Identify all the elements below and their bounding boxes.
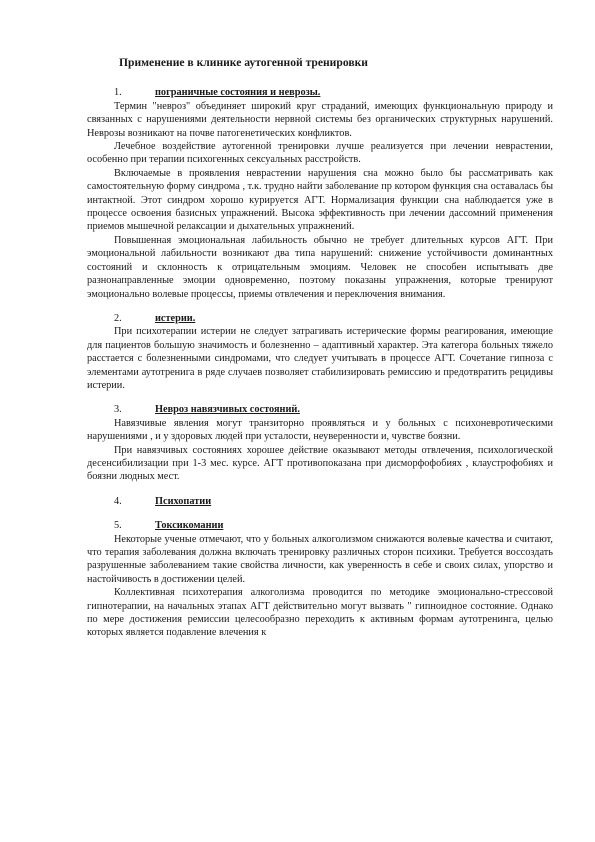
- section-title: Токсикомании: [155, 520, 224, 532]
- section-number: 5.: [114, 520, 122, 532]
- paragraph: Коллективная психотерапия алкоголизма проводится по методике эмоционально-стрессовой гипнотерапии, на начальных этапах АГТ действительно могут вызвать " гипноидное состояние. Однако по мере достижения ремиссии целесообразно переходить к активным формам аутотренинга, целью которых является подавление влечения к: [87, 587, 553, 639]
- section-heading-1: [87, 86, 553, 99]
- section-number: 2.: [114, 312, 122, 324]
- section-title: истерии.: [155, 312, 196, 324]
- paragraph: Некоторые ученые отмечают, что у больных алкоголизмом снижаются волевые качества и считают, что терапия заболевания должна включать тренировку различных сторон психики. Требуется воссоздать разрушенные заболеванием такие свойства личности, как уверенность в себе и своих силах, упорство и настойчивость в достижении целей.: [87, 533, 553, 585]
- section-heading-4: [87, 495, 553, 508]
- section-title: Психопатии: [155, 495, 212, 507]
- section-heading-2: [87, 312, 553, 325]
- section-number: 3.: [114, 404, 122, 416]
- section-title: Невроз навязчивых состояний.: [155, 404, 300, 416]
- paragraph: Повышенная эмоциональная лабильность обычно не требует длительных курсов АГТ. При эмоциональной лабильности возникают два типа нарушений: снижение устойчивости доминантных состояний и склонность к отрицательным эмоциям. Человек не способен испытывать две разнонаправленные эмоции одновременно, поэтому показаны упражнения, которые тренируют эмоционально волевые процессы, приемы отвлечения и переключения внимания.: [87, 234, 553, 300]
- paragraph: Лечебное воздействие аутогенной тренировки лучше реализуется при лечении неврастении, особенно при терапии психогенных сексуальных расстройств.: [87, 141, 553, 166]
- paragraph: Включаемые в проявления неврастении нарушения сна можно было бы рассматривать как самостоятельную форму синдрома , т.к. трудно найти заболевание пр котором функция сна оставалась бы интактной. Этот синдром хорошо курируется АГТ. Нормализация функции сна наблюдается уже в процессе освоения базисных упражнений. Высока эффективность при лечении дассомний применения приемов мышечной релаксации и дыхательных упражнений.: [87, 167, 553, 233]
- paragraph: При психотерапии истерии не следует затрагивать истерические формы реагирования, имеющие для пациентов большую значимость и болезненно – адаптивный характер. Эта категора больных тяжело расстается с болезненными синдромами, что следует учитывать в процессе АГТ. Сочетание гипноза с элементами аутотренига в ряде случаев позволяет стабилизировать ремиссию и предотвратить рецидивы истерии.: [87, 326, 553, 391]
- paragraph: Термин "невроз" объединяет широкий круг страданий, имеющих функциональную природу и связанных с нарушениями деятельности нервной системы без органических структурных нарушений. Неврозы возникают на почве патогенетических конфликтов.: [87, 100, 553, 139]
- section-number: 4.: [114, 495, 122, 507]
- section-title: пограничные состояния и неврозы.: [155, 87, 321, 99]
- paragraph: При навязчивых состояниях хорошее действие оказывают методы отвлечения, психологической десенсибилизации при 1-3 мес. курсе. АГТ противопоказана при дисморфофобиях , клаустрофобиях и боязни людных мест.: [87, 444, 553, 483]
- paragraph: Навязчивые явления могут транзиторно проявляться и у больных с психоневротическими нарушениями , и у здоровых людей при усталости, неуверенности и, чувстве боязни.: [87, 417, 553, 443]
- document-title: Применение в клинике аутогенной тренировки: [119, 56, 368, 69]
- section-heading-3: [87, 403, 553, 416]
- section-heading-5: [87, 519, 553, 532]
- section-number: 1.: [114, 87, 122, 99]
